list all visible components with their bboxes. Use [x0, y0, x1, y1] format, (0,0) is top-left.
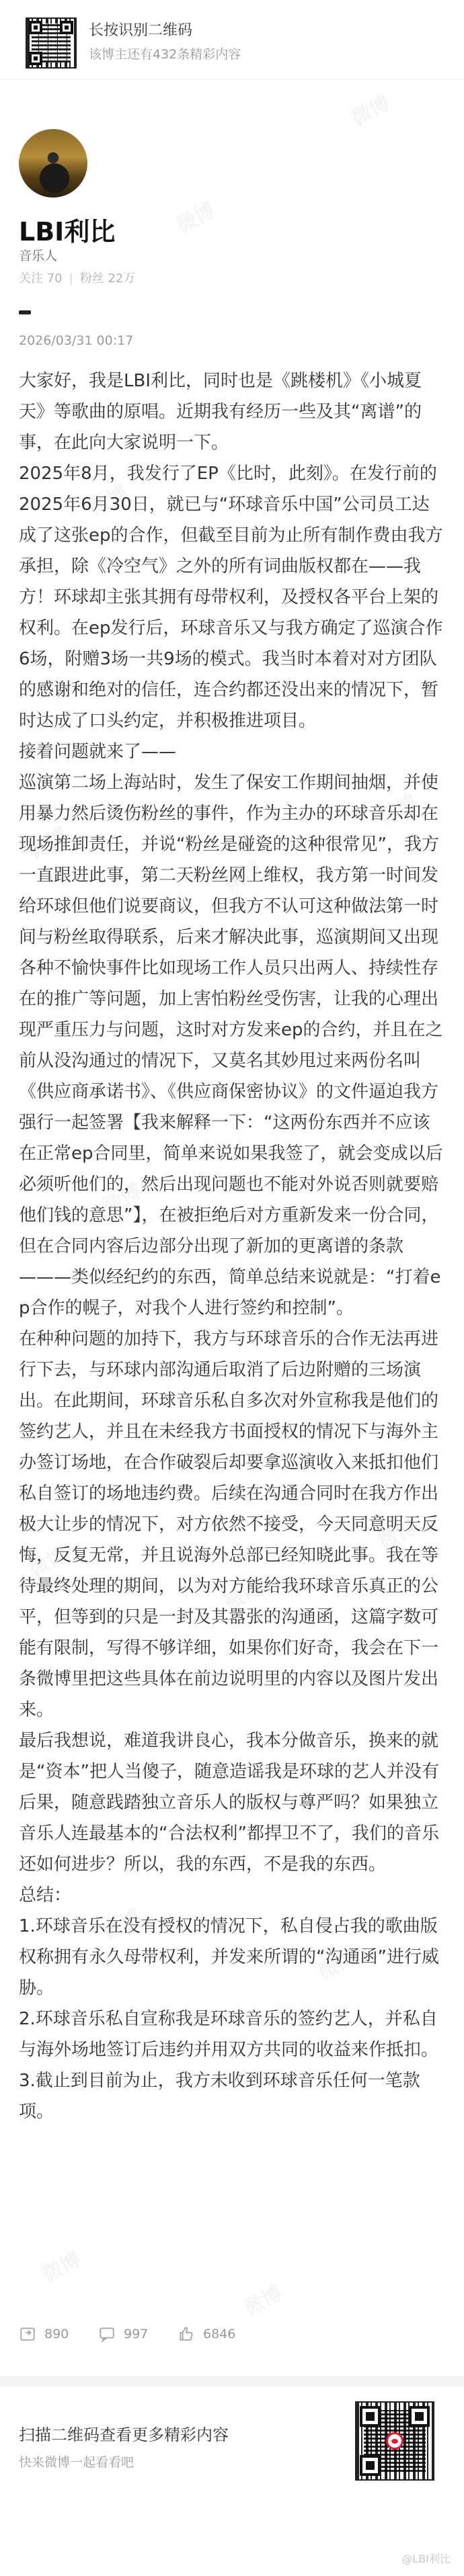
post-paragraph: 在种种问题的加持下，我方与环球音乐的合作无法再进行下去，与环球内部沟通后取消了后边附赠的三场演出。在此期间，环球音乐私自多次对外宣称我是他们的签约艺人，并且在未经我方书面授权的情况下与海外主办签订场地，在合作破裂后却要拿巡演收入来抵扣他们私自签订的场地违约费。后续在沟通合同时在我方作出极大让步的情况下，对方依然不接受，今天同意明天反悔，反复无常，并且说海外总部已经知晓此事。我在等待最终处理的期间，以为对方能给我环球音乐真正的公平，但等到的只是一封及其嚣张的沟通函，这篇字数可能有限制，写得不够详细，如果你们好奇，我会在下一条微博里把这些具体在前边说明里的内容以及图片发出来。	[19, 1329, 439, 1720]
author-stats	[19, 269, 135, 286]
section-divider	[0, 2376, 464, 2387]
bottom-banner-subtitle: 快来微博一起看看吧	[19, 2455, 134, 2470]
repost-count: 890	[44, 2327, 69, 2342]
weibo-logo-icon	[386, 2432, 403, 2450]
like-icon	[178, 2325, 195, 2343]
post-paragraph: 最后我想说，难道我讲良心，我本分做音乐，换来的就是“资本”把人当傻子，随意造谣我是环球的艺人并没有后果，随意践踏独立音乐人的版权与尊严吗？如果独立音乐人连最基本的“合法权利”都捍卫不了，我们的音乐还如何进步？所以，我的东西，不是我的东西。	[19, 1731, 439, 1875]
post-paragraph: 1.环球音乐在没有授权的情况下，私自侵占我的歌曲版权称拥有永久母带权利，并发来所谓的“沟通函”进行威胁。	[19, 1916, 439, 1998]
bottom-banner-title: 扫描二维码查看更多精彩内容	[19, 2425, 229, 2444]
post-paragraph: 总结：	[19, 1885, 72, 1905]
watermark	[237, 2276, 287, 2321]
qr-banner-title: 长按识别二维码	[89, 22, 193, 39]
image-credit: @LBI利比	[401, 2552, 451, 2565]
avatar[interactable]	[19, 129, 87, 198]
followers-count[interactable]: 粉丝 22万	[79, 271, 136, 286]
post-date: 2026/03/31 00:17	[19, 333, 134, 348]
post-body	[19, 366, 445, 2127]
watermark	[170, 194, 220, 239]
post-paragraph: 3.截止到目前为止，我方未收到环球音乐任何一笔款项。	[19, 2071, 420, 2122]
post-paragraph: 大家好，我是LBI利比，同时也是《跳楼机》《小城夏天》等歌曲的原唱。近期我有经历一些及其“离谱”的事，在此向大家说明一下。	[19, 371, 422, 453]
author-name[interactable]: LBI利比	[19, 217, 116, 247]
action-bar	[0, 2318, 464, 2350]
qr-banner-top	[0, 0, 464, 80]
author-tag: 音乐人	[19, 249, 58, 263]
like-button[interactable]	[178, 2318, 235, 2350]
like-count: 6846	[203, 2327, 236, 2342]
comment-count: 997	[124, 2327, 149, 2342]
post-paragraph: 接着问题就来了——	[19, 742, 177, 762]
post-paragraph: 巡演第二场上海站时，发生了保安工作期间抽烟，并使用暴力然后烫伤粉丝的事件，作为主办的环球音乐却在现场推卸责任，并说“粉丝是碰瓷的这种很常见”，我方一直跟进此事，第二天粉丝网上维权，我方第一时间发给环球但他们说要商议，但我方不认可这种做法第一时间与粉丝取得联系，后来才解决此事，巡演期间又出现各种不愉快事件比如现场工作人员只出两人、持续性存在的推广等问题，加上害怕粉丝受伤害，让我的心理出现严重压力与问题，这时对方发来ep的合约，并且在之前从没沟通过的情况下，又莫名其妙甩过来两份名叫《供应商承诺书》、《供应商保密协议》的文件逼迫我方强行一起签署【我来解释一下：“这两份东西并不应该在正常ep合同里，简单来说如果我签了，就会变成以后必须听他们的，然后出现问题也不能对外说否则就要赔他们钱的意思”】，在被拒绝后对方重新发来一份合同，但在合同内容后边部分出现了新加的更离谱的条款———类似经纪约的东西，简单总结来说就是：“打着ep合作的幌子，对我个人进行签约和控制”。	[19, 773, 443, 1318]
stats-separator: |	[69, 271, 73, 286]
post-paragraph: 2025年8月，我发行了EP《比时，此刻》。在发行前的2025年6月30日，就已与“环球音乐中国”公司员工达成了这张ep的合作，但截至目前为止所有制作费由我方承担，除《冷空气》之外的所有词曲版权都在——我方！环球却主张其拥有母带权利，及授权各平台上架的权利。在ep发行后，环球音乐又与我方确定了巡演合作6场，附赠3场一共9场的模式。我当时本着对对方团队的感谢和绝对的信任，连合约都还没出来的情况下，暂时达成了口头约定，并积极推进项目。	[19, 464, 443, 731]
watermark	[36, 2243, 85, 2288]
watermark	[345, 86, 395, 131]
repost-button[interactable]	[19, 2318, 69, 2350]
qr-code-icon[interactable]	[26, 17, 77, 69]
comment-icon	[98, 2325, 116, 2343]
following-count[interactable]: 关注 70	[19, 271, 63, 286]
post-paragraph: 2.环球音乐私自宣称我是环球音乐的签约艺人，并私自与海外场地签订后违约并用双方共同的收益来作抵扣。	[19, 2009, 439, 2060]
repost-icon	[19, 2325, 36, 2343]
qr-banner-subtitle: 该博主还有432条精彩内容	[89, 47, 241, 62]
accent-divider	[19, 310, 31, 314]
comment-button[interactable]	[98, 2318, 148, 2350]
